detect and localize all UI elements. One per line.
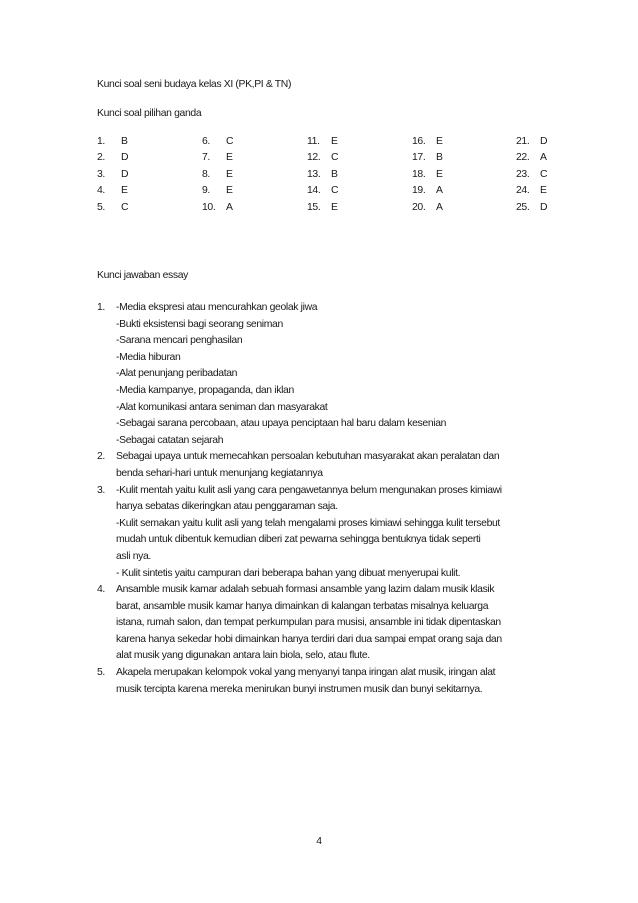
question-number: 17. xyxy=(412,152,426,164)
answer-letter: B xyxy=(436,152,443,164)
question-number: 12. xyxy=(307,152,321,164)
essay-text-line: -Sebagai catatan sejarah xyxy=(116,434,224,446)
answer-letter: E xyxy=(121,185,128,197)
question-number: 14. xyxy=(307,185,321,197)
answer-letter: E xyxy=(226,168,233,180)
answer-letter: C xyxy=(226,136,234,147)
essay-item xyxy=(97,483,567,583)
answer-letter: D xyxy=(540,136,548,147)
question-number: 16. xyxy=(412,136,426,147)
answer-letter: E xyxy=(436,168,443,180)
essay-text-line: istana, rumah salon, dan tempat perkumpulan para musisi, ansamble ini tidak dipentaskan xyxy=(116,617,501,629)
essay-heading: Kunci jawaban essay xyxy=(97,270,188,281)
answer-letter: B xyxy=(121,136,128,147)
essay-text-line: mudah untuk dibentuk kemudian diberi zat pewarna sehingga bentuknya tidak seperti xyxy=(116,534,481,546)
question-number: 10. xyxy=(202,201,216,213)
answer-letter: C xyxy=(331,185,339,197)
essay-text-line: Ansamble musik kamar adalah sebuah formasi ansamble yang lazim dalam musik klasik xyxy=(116,584,495,596)
essay-text-line: karena hanya sekedar hobi dimainkan hanya terdiri dari dua sampai empat orang saja dan xyxy=(116,633,502,645)
answer-letter: A xyxy=(436,185,443,197)
answer-letter: D xyxy=(540,201,548,213)
answer-letter: E xyxy=(226,185,233,197)
answer-letter: E xyxy=(331,201,338,213)
question-number: 18. xyxy=(412,168,426,180)
answer-letter: B xyxy=(331,168,338,180)
essay-text-line: benda sehari-hari untuk menunjang kegiatannya xyxy=(116,467,323,479)
question-number: 2. xyxy=(97,152,105,164)
answer-letter: A xyxy=(436,201,443,213)
page-number: 4 xyxy=(316,836,322,847)
essay-number: 4. xyxy=(97,584,105,596)
answer-letter: E xyxy=(226,152,233,164)
answer-letter: D xyxy=(121,152,129,164)
question-number: 25. xyxy=(516,201,530,213)
essay-text-line: - Kulit sintetis yaitu campuran dari beberapa bahan yang dibuat menyerupai kulit. xyxy=(116,567,461,579)
question-number: 6. xyxy=(202,136,210,147)
essay-answer-list xyxy=(97,300,567,698)
essay-text-line: hanya sebatas dikeringkan atau penggaraman saja. xyxy=(116,501,338,513)
question-number: 1. xyxy=(97,136,105,147)
answer-letter: C xyxy=(121,201,129,213)
question-number: 22. xyxy=(516,152,530,164)
essay-item xyxy=(97,300,567,449)
essay-text-line: asli nya. xyxy=(116,550,151,562)
question-number: 8. xyxy=(202,168,210,180)
question-number: 13. xyxy=(307,168,321,180)
essay-number: 5. xyxy=(97,667,105,679)
answer-letter: C xyxy=(540,168,548,180)
essay-text-line: -Sarana mencari penghasilan xyxy=(116,335,243,347)
essay-text-line: -Media kampanye, propaganda, dan iklan xyxy=(116,384,294,396)
answer-letter: E xyxy=(540,185,547,197)
essay-text-line: -Media hiburan xyxy=(116,351,181,363)
answer-letter: A xyxy=(226,201,233,213)
essay-text-line: -Bukti eksistensi bagi seorang seniman xyxy=(116,318,283,330)
essay-number: 3. xyxy=(97,484,105,496)
essay-number: 1. xyxy=(97,302,105,313)
answer-letter: D xyxy=(121,168,129,180)
question-number: 5. xyxy=(97,201,105,213)
question-number: 21. xyxy=(516,136,530,147)
question-number: 24. xyxy=(516,185,530,197)
essay-text-line: -Kulit mentah yaitu kulit asli yang cara pengawetannya belum mengunakan proses kimiawi xyxy=(116,484,502,496)
essay-text-line: -Alat penunjang peribadatan xyxy=(116,368,238,380)
essay-text-line: alat musik yang digunakan antara lain biola, selo, atau flute. xyxy=(116,650,370,662)
essay-text-line: Sebagai upaya untuk memecahkan persoalan kebutuhan masyarakat akan peralatan dan xyxy=(116,451,500,463)
essay-text-line: barat, ansamble musik kamar hanya dimainkan di kalangan terbatas misalnya keluarga xyxy=(116,600,489,612)
question-number: 20. xyxy=(412,201,426,213)
essay-text-line: Akapela merupakan kelompok vokal yang menyanyi tanpa iringan alat musik, iringan alat xyxy=(116,667,496,679)
essay-text-line: -Alat komunikasi antara seniman dan masyarakat xyxy=(116,401,328,413)
question-number: 4. xyxy=(97,185,105,197)
essay-text-line: -Media ekspresi atau mencurahkan geolak jiwa xyxy=(116,302,318,313)
answer-letter: A xyxy=(540,152,547,164)
question-number: 9. xyxy=(202,185,210,197)
question-number: 15. xyxy=(307,201,321,213)
essay-number: 2. xyxy=(97,451,105,463)
essay-item xyxy=(97,582,567,665)
answer-letter: E xyxy=(436,136,443,147)
question-number: 23. xyxy=(516,168,530,180)
mc-heading: Kunci soal pilihan ganda xyxy=(97,108,202,119)
essay-text-line: -Kulit semakan yaitu kulit asli yang telah mengalami proses kimiawi sehingga kulit tersebut xyxy=(116,517,500,529)
question-number: 7. xyxy=(202,152,210,164)
question-number: 19. xyxy=(412,185,426,197)
answer-letter: C xyxy=(331,152,339,164)
question-number: 3. xyxy=(97,168,105,180)
question-number: 11. xyxy=(307,136,320,147)
essay-item xyxy=(97,665,567,698)
essay-text-line: -Sebagai sarana percobaan, atau upaya penciptaan hal baru dalam kesenian xyxy=(116,418,447,430)
answer-letter: E xyxy=(331,136,338,147)
essay-item xyxy=(97,449,567,482)
document-title: Kunci soal seni budaya kelas XI (PK,PI & TN) xyxy=(97,79,292,90)
essay-text-line: musik tercipta karena mereka menirukan bunyi instrumen musik dan bunyi sekitarnya. xyxy=(116,683,483,695)
